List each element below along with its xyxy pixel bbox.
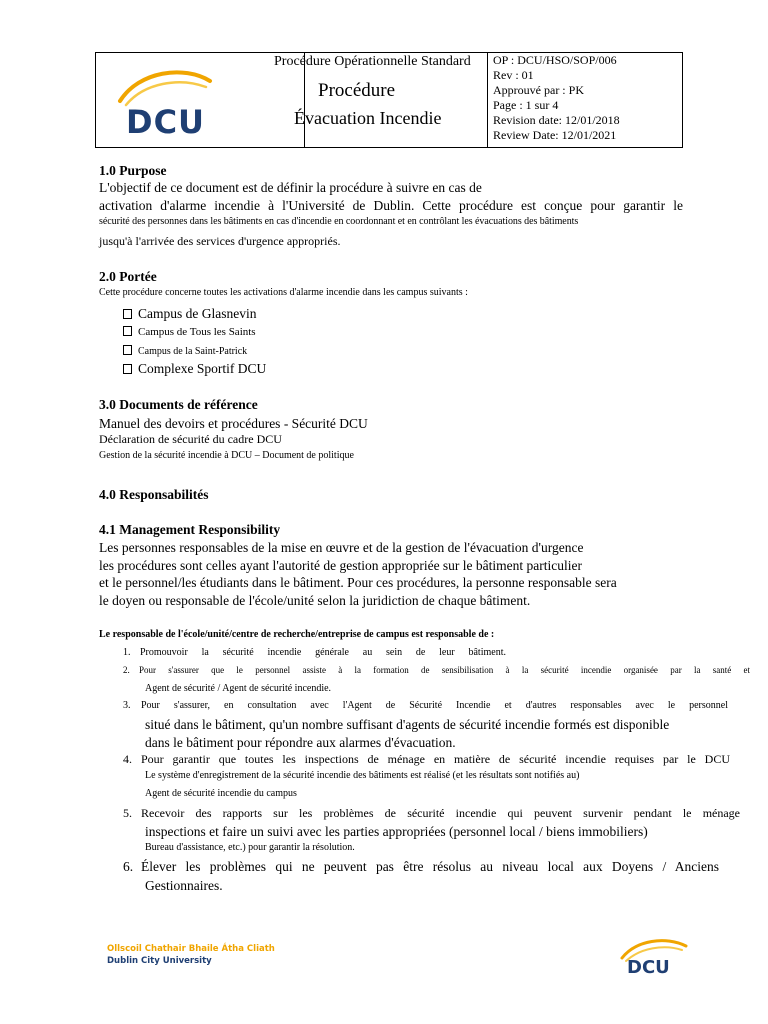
list-item: [123, 345, 247, 357]
responsibility-intro: Le responsable de l'école/unité/centre de recherche/entreprise de campus est responsable de :: [99, 629, 495, 640]
footer-dcu-logo: [618, 936, 688, 981]
list-item-text: inspections et faire un suivi avec les parties appropriées (personnel local / biens immobiliers): [145, 824, 648, 839]
management-line: les procédures sont celles ayant l'autorité de gestion appropriée sur le bâtiment particulier: [99, 558, 583, 573]
footer-irish-name: Ollscoil Chathair Bhaile Átha Cliath: [107, 944, 275, 954]
reference-item: Gestion de la sécurité incendie à DCU – Document de politique: [99, 450, 354, 461]
footer-logo-text: DCU: [627, 957, 670, 978]
meta-op: OP : DCU/HSO/SOP/006: [493, 53, 617, 67]
header-title-main: Procédure: [318, 80, 396, 101]
management-line: et le personnel/les étudiants dans le bâtiment. Pour ces procédures, la personne responsable sera: [99, 575, 617, 590]
section-heading-responsibilities: 4.0 Responsabilités: [99, 487, 209, 502]
meta-page: Page : 1 sur 4: [493, 98, 559, 112]
checkbox-icon: [123, 326, 132, 336]
section-heading-scope: 2.0 Portée: [99, 269, 157, 284]
management-line: Les personnes responsables de la mise en œuvre et de la gestion de l'évacuation d'urgence: [99, 540, 584, 555]
list-item-number: 4.: [123, 752, 132, 766]
list-item-text: Bureau d'assistance, etc.) pour garantir la résolution.: [145, 842, 355, 853]
section-heading-references: 3.0 Documents de référence: [99, 397, 258, 412]
dcu-logo: [114, 63, 214, 143]
meta-review-date: Review Date: 12/01/2021: [493, 128, 617, 142]
footer-english-name: Dublin City University: [107, 956, 212, 966]
section-heading-purpose: 1.0 Purpose: [99, 163, 167, 178]
list-item-text: Élever les problèmes qui ne peuvent pas être résolus au niveau local aux Doyens / Anciens: [141, 859, 719, 874]
list-item: [123, 361, 266, 377]
header-divider: [487, 53, 488, 147]
meta-approved: Approuvé par : PK: [493, 83, 584, 97]
list-item: [123, 306, 256, 322]
list-item-text: Gestionnaires.: [145, 878, 223, 893]
list-item-text: Agent de sécurité / Agent de sécurité incendie.: [145, 683, 332, 694]
purpose-line: L'objectif de ce document est de définir la procédure à suivre en cas de: [99, 180, 482, 195]
management-line: le doyen ou responsable de l'école/unité selon la juridiction de chaque bâtiment.: [99, 593, 531, 608]
list-item-text: Promouvoir la sécurité incendie générale au sein de leur bâtiment.: [140, 647, 506, 658]
logo-text: DCU: [126, 103, 206, 141]
campus-name: Campus de Glasnevin: [138, 306, 257, 321]
checkbox-icon: [123, 345, 132, 355]
header-meta: [493, 53, 620, 143]
meta-rev: Rev : 01: [493, 68, 534, 82]
campus-name: Complexe Sportif DCU: [138, 361, 267, 376]
list-item-number: 1.: [123, 647, 131, 658]
reference-item: Déclaration de sécurité du cadre DCU: [99, 432, 282, 446]
header-title-sub: Évacuation Incendie: [294, 108, 442, 128]
list-item-text: Agent de sécurité incendie du campus: [145, 788, 297, 799]
list-item-text: dans le bâtiment pour répondre aux alarmes d'évacuation.: [145, 735, 456, 750]
list-item-text: Recevoir des rapports sur les problèmes de sécurité incendie qui peuvent survenir pendant le ménage: [141, 806, 740, 820]
list-item-text: Pour s'assurer que le personnel assiste à la formation de sensibilisation à la sécurité incendie organisée par la santé et: [139, 665, 750, 675]
campus-name: Campus de Tous les Saints: [138, 326, 256, 338]
purpose-line: sécurité des personnes dans les bâtiments en cas d'incendie en coordonnant et en contrôlant les évacuations des bâtiments: [99, 216, 579, 227]
list-item-number: 5.: [123, 806, 132, 820]
purpose-line: jusqu'à l'arrivée des services d'urgence appropriés.: [99, 234, 341, 248]
reference-item: Manuel des devoirs et procédures - Sécurité DCU: [99, 416, 368, 431]
list-item-text: Le système d'enregistrement de la sécurité incendie des bâtiments est réalisé (et les résultats sont notifiés au): [145, 770, 580, 781]
checkbox-icon: [123, 364, 132, 374]
meta-revision-date: Revision date: 12/01/2018: [493, 113, 620, 127]
checkbox-icon: [123, 309, 132, 319]
list-item-number: 6.: [123, 859, 134, 874]
purpose-line: activation d'alarme incendie à l'Université de Dublin. Cette procédure est conçue pour garantir le: [99, 198, 683, 213]
list-item: [123, 326, 256, 338]
list-item-number: 2.: [123, 665, 130, 675]
header-title-line: Procédure Opérationnelle Standard: [274, 54, 471, 69]
document-header: [95, 52, 683, 148]
scope-intro: Cette procédure concerne toutes les activations d'alarme incendie dans les campus suivants :: [99, 287, 468, 298]
list-item-number: 3.: [123, 700, 131, 711]
list-item-text: situé dans le bâtiment, qu'un nombre suffisant d'agents de sécurité incendie formés est disponible: [145, 717, 670, 732]
list-item-text: Pour s'assurer, en consultation avec l'Agent de Sécurité Incendie et d'autres responsables avec le personnel: [141, 700, 728, 711]
subsection-heading-management: 4.1 Management Responsibility: [99, 522, 281, 537]
campus-name: Campus de la Saint-Patrick: [138, 346, 248, 357]
list-item-text: Pour garantir que toutes les inspections de ménage en matière de sécurité incendie requises par le DCU: [141, 752, 730, 766]
